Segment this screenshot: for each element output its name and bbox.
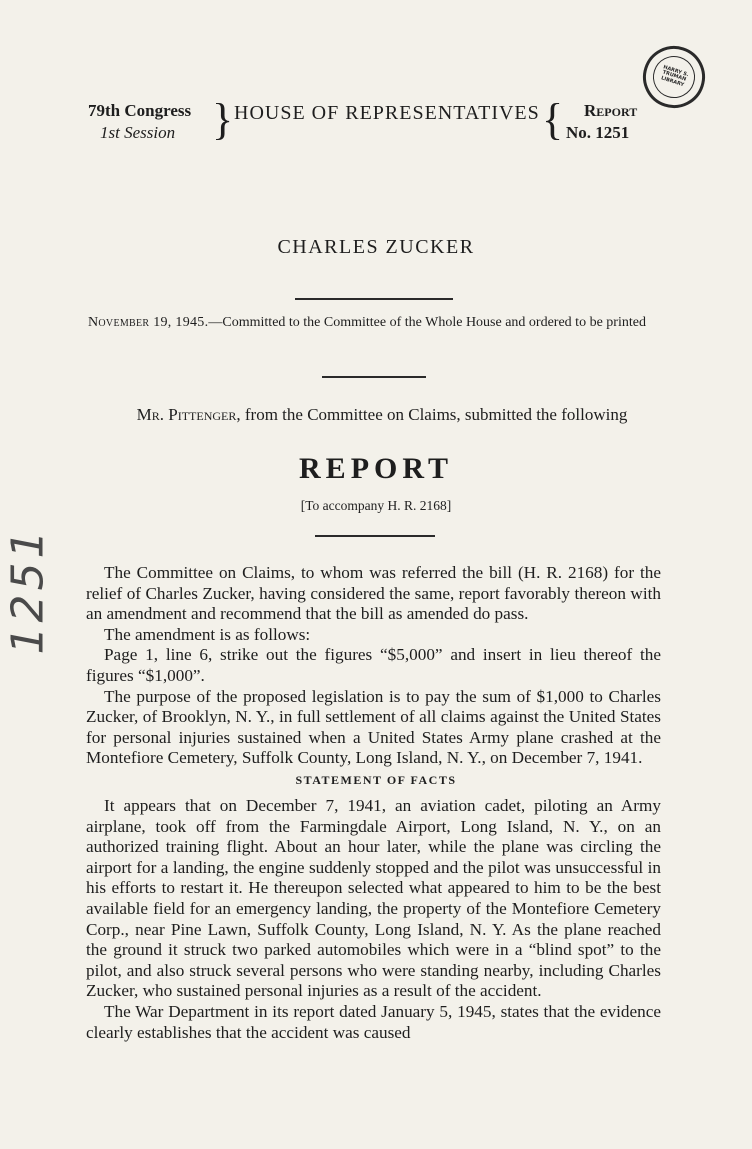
submitted-text: from the Committee on Claims, submitted the following (244, 405, 628, 424)
divider-rule (295, 298, 453, 300)
right-brace: { (542, 95, 564, 144)
paragraph: The Committee on Claims, to whom was referred the bill (H. R. 2168) for the relief of Charles Zucker, having considered the same, report favorably thereon with an amendment and recommend that the bill as amended do pass. (86, 563, 661, 624)
margin-handwritten-number: 1251 (2, 526, 54, 654)
report-number-block (566, 100, 637, 144)
divider-rule (322, 376, 426, 378)
document-header (88, 95, 658, 146)
report-label: Report (584, 101, 638, 120)
representative-name: Mr. Pittenger, (136, 405, 241, 424)
session-label: 1st Session (100, 123, 176, 142)
chamber-title: HOUSE OF REPRESENTATIVES (234, 102, 540, 124)
report-number: No. 1251 (566, 123, 630, 142)
left-brace: } (212, 95, 234, 144)
submitted-by (102, 404, 662, 425)
paragraph: The purpose of the proposed legislation is to pay the sum of $1,000 to Charles Zucker, of Brooklyn, N. Y., in full settlement of all claims against the United States for personal injuries sustained when a United States Army plane crashed at the Montefiore Cemetery, Suffolk County, Long Island, N. Y., on December 7, 1941. (86, 686, 661, 768)
paragraph: Page 1, line 6, strike out the figures “$5,000” and insert in lieu thereof the figures “$1,000”. (86, 645, 661, 685)
congress-label: 79th Congress (88, 101, 192, 120)
bill-title: CHARLES ZUCKER (277, 236, 475, 258)
report-heading: REPORT (299, 452, 453, 485)
committal-text: —Committed to the Committee of the Whole House and ordered to be printed (208, 315, 646, 330)
committal-notice (88, 313, 660, 333)
congress-session (88, 100, 191, 144)
committal-date: November 19, 1945. (88, 315, 209, 330)
divider-rule (315, 535, 435, 537)
library-stamp-text: HARRY S. TRUMAN LIBRARY (660, 64, 690, 89)
statement-heading: STATEMENT OF FACTS (295, 773, 457, 787)
report-body (86, 563, 661, 769)
paragraph: The War Department in its report dated January 5, 1945, states that the evidence clearly establishes that the accident was caused (86, 1001, 661, 1042)
facts-body (86, 796, 661, 1043)
accompany-note: [To accompany H. R. 2168] (300, 498, 452, 513)
paragraph: It appears that on December 7, 1941, an aviation cadet, piloting an Army airplane, took off from the Farmingdale Airport, Long Island, N. Y., on an authorized training flight. About an hour later, while the plane was circling the airport for a landing, the engine suddenly stopped and the pilot was unsuccessful in his efforts to restart it. He thereupon selected what appeared to him to be the best available field for an emergency landing, the property of the Montefiore Cemetery Corp., near Pine Lawn, Suffolk County, Long Island, N. Y. As the plane reached the ground it struck two parked automobiles which were in a “blind spot” to the pilot, and also struck several persons who were standing nearby, including Charles Zucker, who sustained personal injuries as a result of the accident. (86, 796, 661, 1001)
paragraph: The amendment is as follows: (104, 624, 311, 644)
